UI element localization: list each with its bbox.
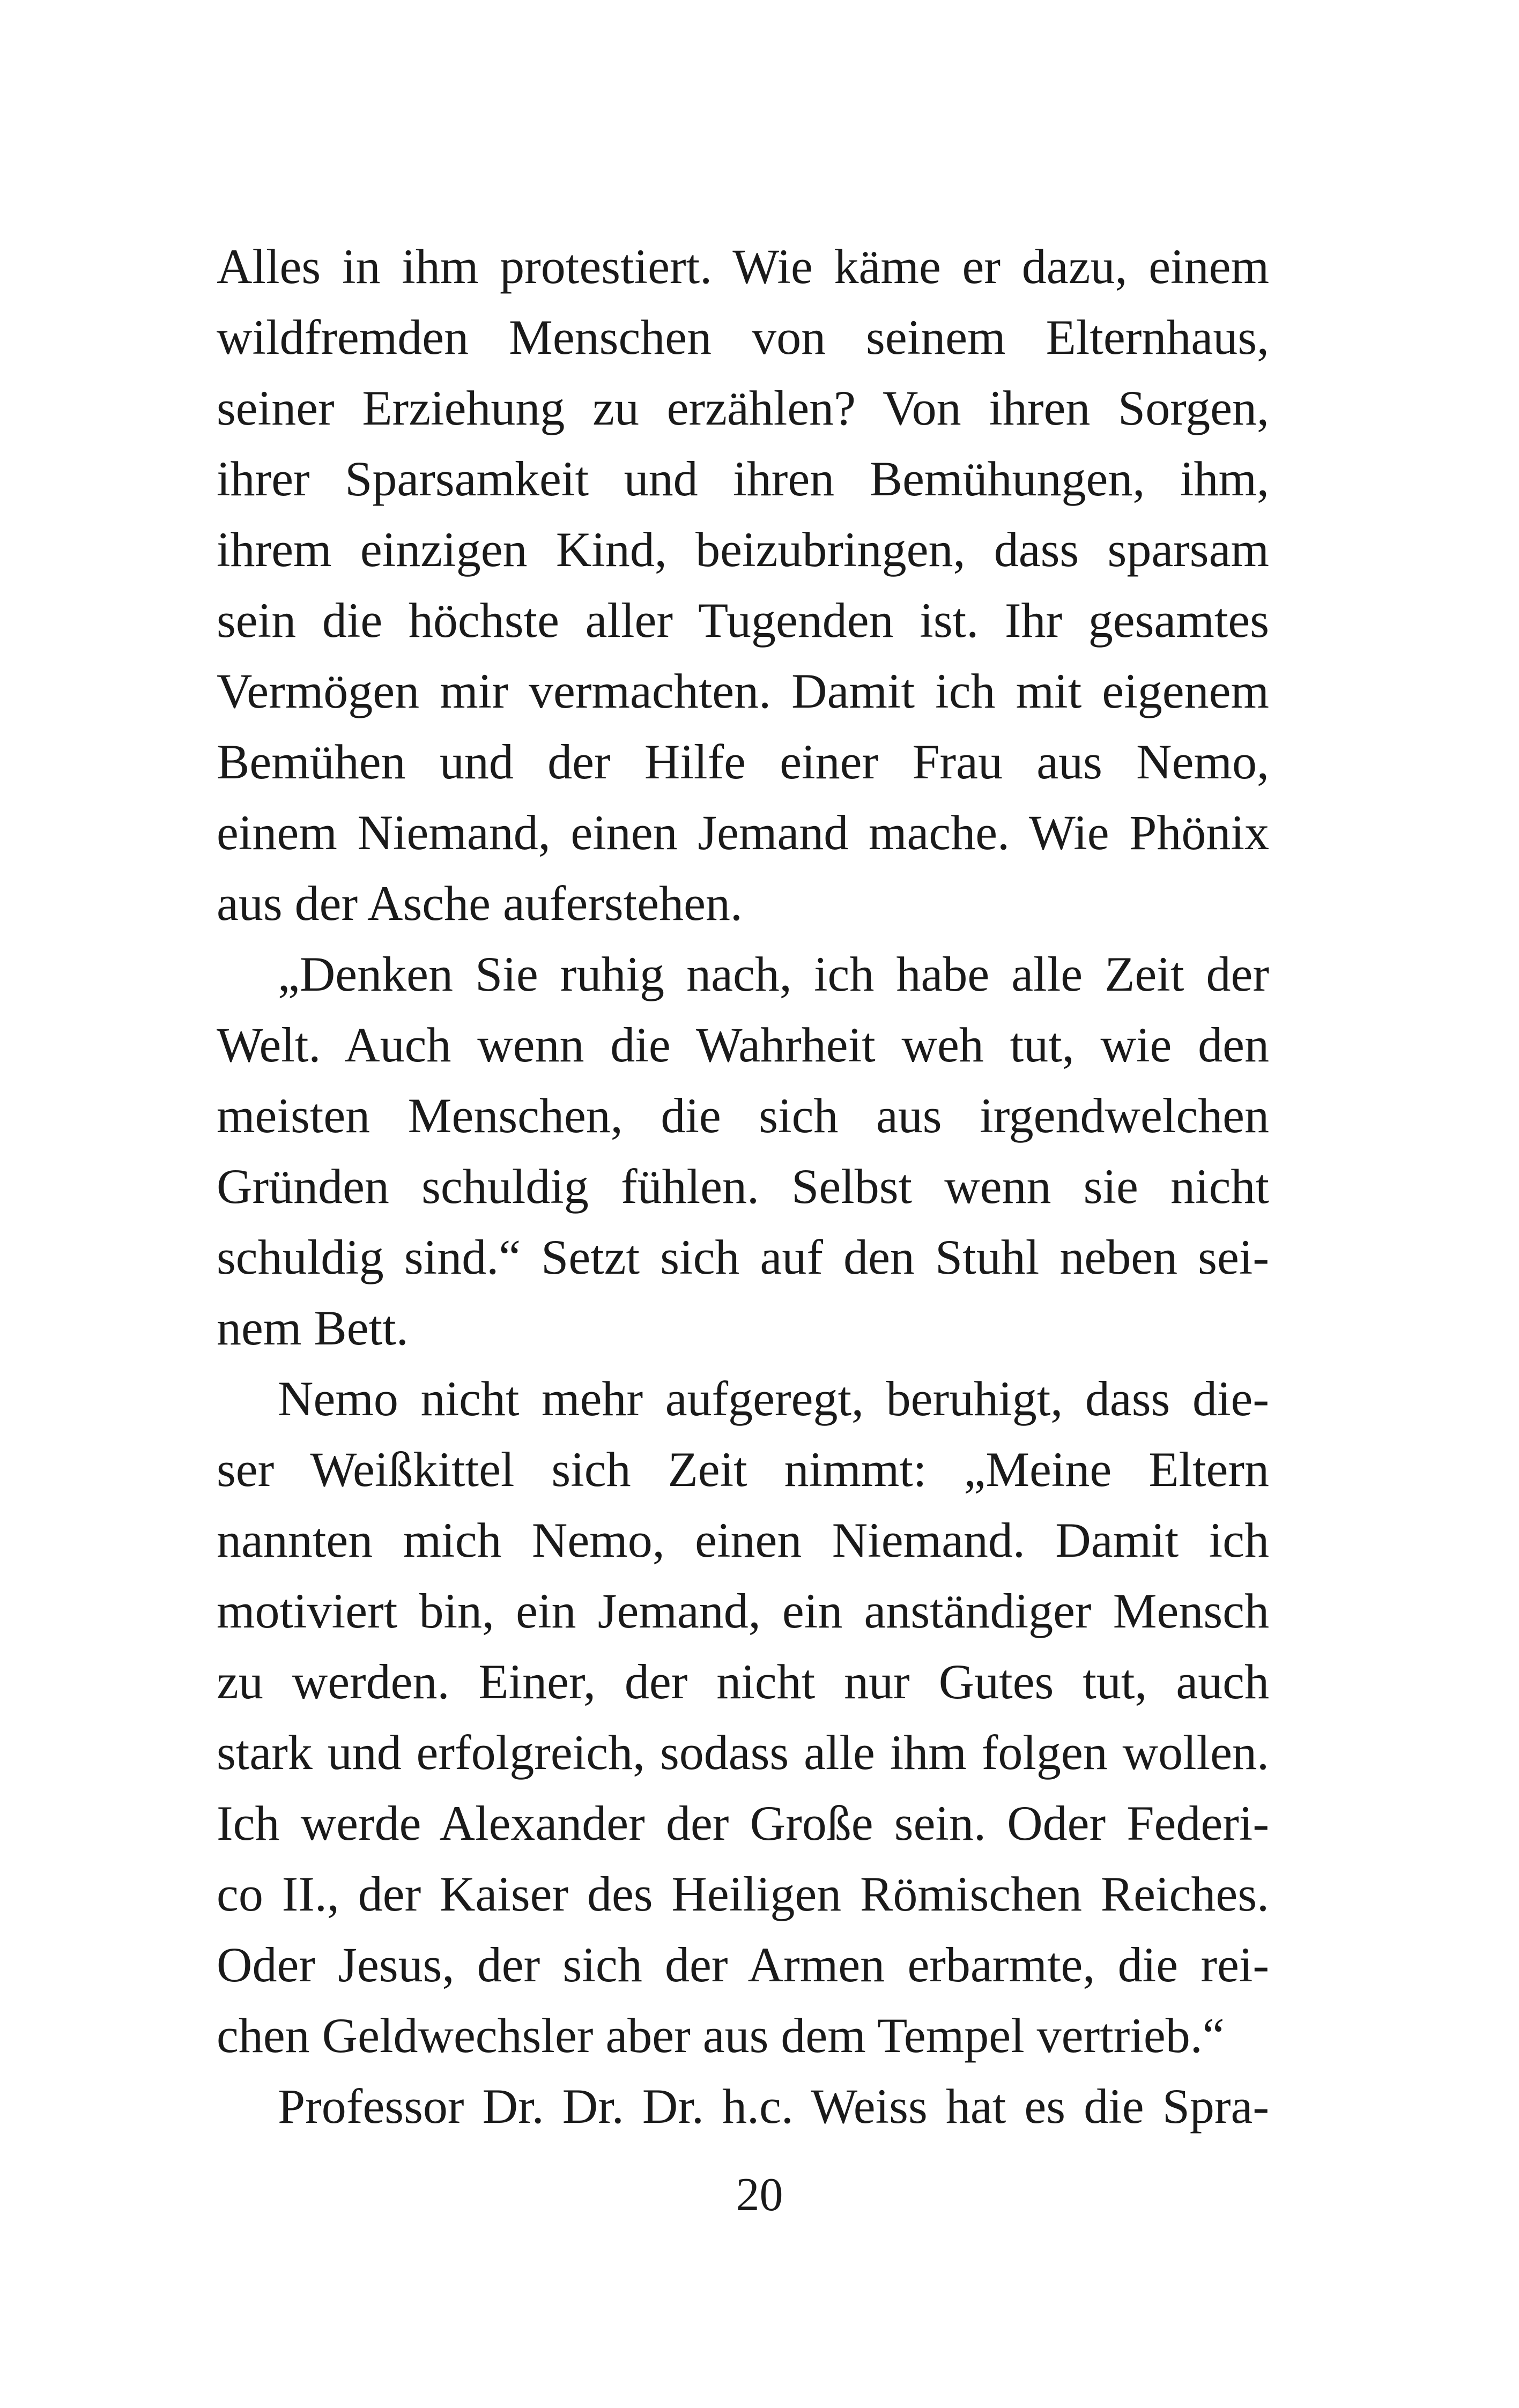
text-line: Professor Dr. Dr. Dr. h.c. Weiss hat es die Spra- (278, 2079, 1269, 2134)
text-line: motiviert bin, ein Jemand, ein anständiger Mensch (217, 1584, 1269, 1638)
text-line: aus der Asche auferstehen. (217, 876, 743, 931)
text-line: nem Bett. (217, 1300, 409, 1355)
text-line: seiner Erziehung zu erzählen? Von ihren Sorgen, (217, 381, 1269, 435)
text-line: einem Niemand, einen Jemand mache. Wie Phönix (217, 805, 1269, 860)
text-line: Gründen schuldig fühlen. Selbst wenn sie nicht (217, 1159, 1269, 1214)
text-line: stark und erfolgreich, sodass alle ihm folgen wollen. (217, 1725, 1269, 1780)
text-line: ser Weißkittel sich Zeit nimmt: „Meine Eltern (217, 1442, 1269, 1497)
text-line: „Denken Sie ruhig nach, ich habe alle Zeit der (278, 947, 1269, 1001)
text-line: schuldig sind.“ Setzt sich auf den Stuhl neben sei- (217, 1230, 1269, 1284)
text-line: ihrer Sparsamkeit und ihren Bemühungen, ihm, (217, 451, 1269, 506)
text-line: Oder Jesus, der sich der Armen erbarmte, die rei- (217, 1937, 1269, 1992)
text-line: Ich werde Alexander der Große sein. Oder Federi- (217, 1796, 1269, 1850)
text-line: ihrem einzigen Kind, beizubringen, dass sparsam (217, 522, 1269, 577)
text-line: co II., der Kaiser des Heiligen Römischen Reiches. (217, 1867, 1269, 1921)
text-line: Vermögen mir vermachten. Damit ich mit eigenem (217, 664, 1269, 718)
text-line: Alles in ihm protestiert. Wie käme er dazu, einem (217, 239, 1269, 294)
text-line: chen Geldwechsler aber aus dem Tempel vertrieb.“ (217, 2008, 1225, 2063)
text-line: Nemo nicht mehr aufgeregt, beruhigt, dass die- (278, 1371, 1269, 1426)
text-line: sein die höchste aller Tugenden ist. Ihr gesamtes (217, 593, 1269, 648)
text-line: Welt. Auch wenn die Wahrheit weh tut, wie den (217, 1017, 1269, 1072)
text-line: wildfremden Menschen von seinem Elternhaus, (217, 310, 1269, 365)
page-number: 20 (736, 2169, 783, 2221)
text-line: meisten Menschen, die sich aus irgendwelchen (217, 1088, 1269, 1143)
text-line: zu werden. Einer, der nicht nur Gutes tut, auch (217, 1654, 1269, 1709)
text-line: Bemühen und der Hilfe einer Frau aus Nemo, (217, 734, 1269, 789)
text-line: nannten mich Nemo, einen Niemand. Damit ich (217, 1513, 1269, 1567)
